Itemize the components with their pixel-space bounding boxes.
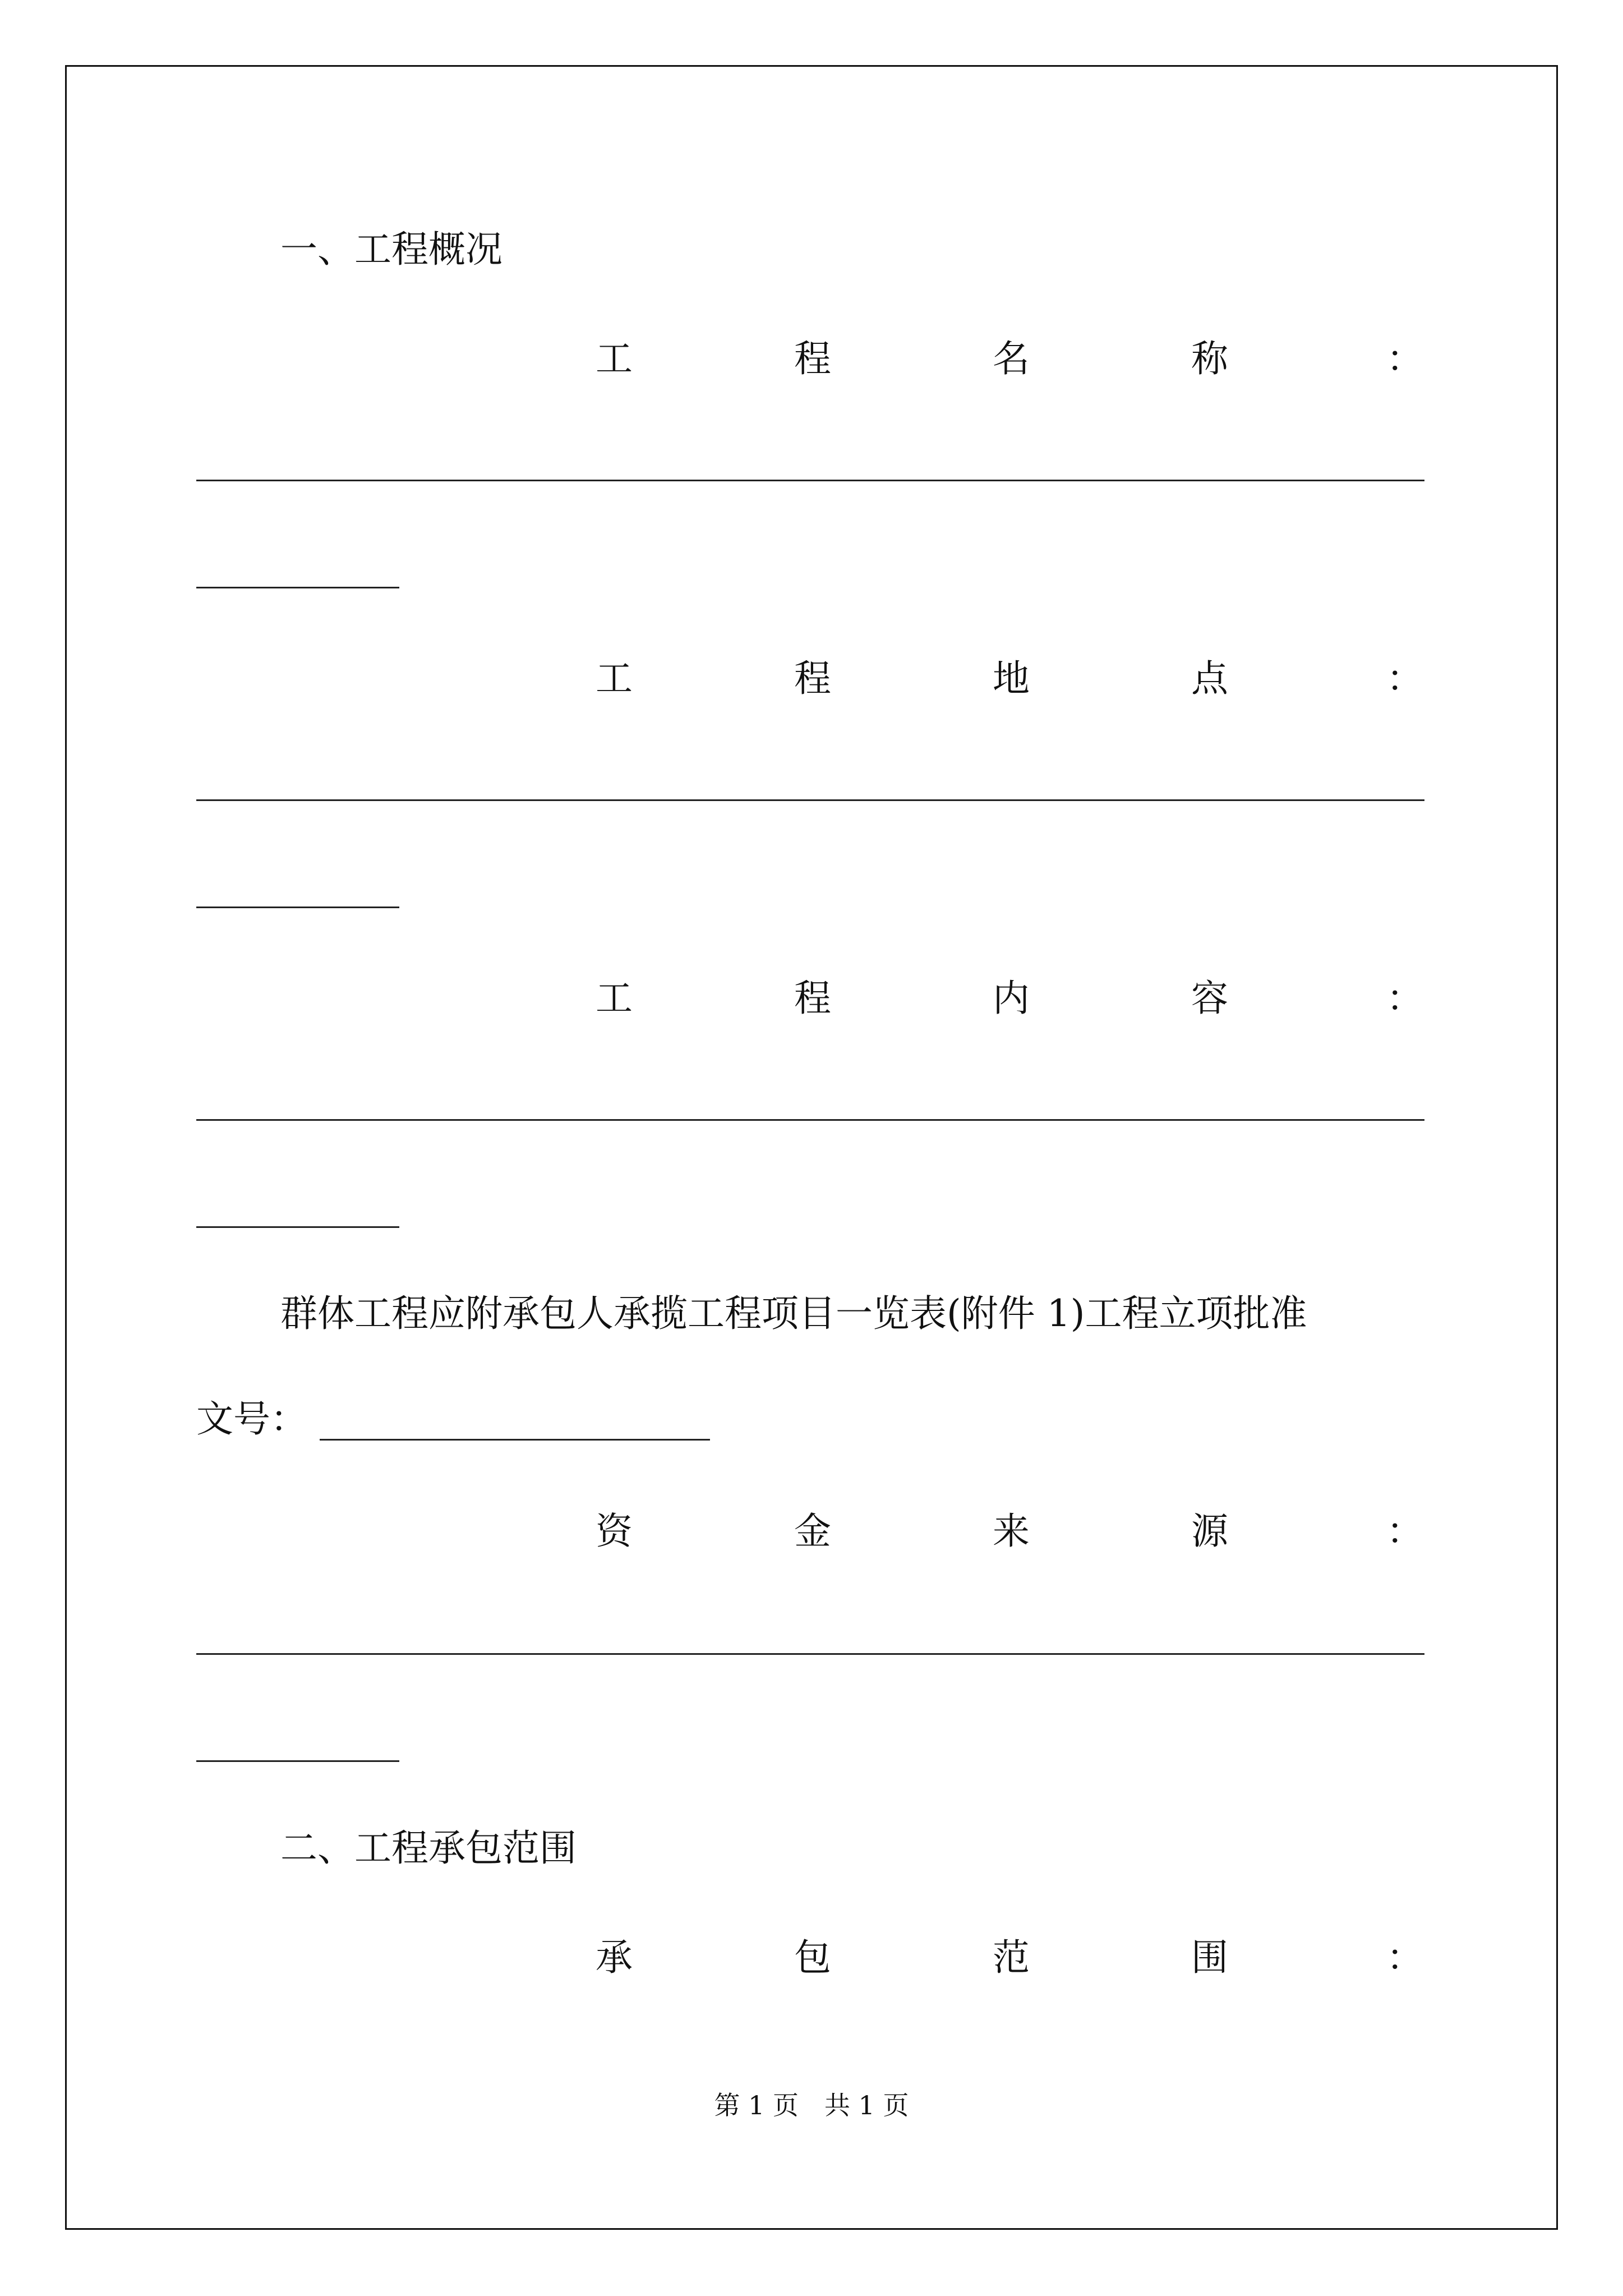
page-footer: 第 1 页 共 1 页	[714, 2090, 909, 2120]
label-char: 承	[596, 1936, 633, 1979]
label-colon: ：	[1386, 1510, 1423, 1553]
label-colon: ：	[1386, 1936, 1423, 1979]
label-char: 范	[993, 1936, 1030, 1979]
blank-line-project-name[interactable]	[196, 480, 1424, 481]
blank-line-funding-source-cont[interactable]	[196, 1760, 399, 1762]
label-char: 称	[1191, 337, 1228, 380]
label-colon: ：	[1386, 337, 1423, 380]
label-char: 源	[1191, 1510, 1228, 1553]
blank-line-project-content[interactable]	[196, 1119, 1424, 1121]
label-colon: ：	[1386, 657, 1423, 700]
label-char: 名	[993, 337, 1030, 380]
label-char: 工	[596, 977, 633, 1020]
section-heading-scope: 二、工程承包范围	[280, 1826, 577, 1870]
blank-line-project-location[interactable]	[196, 799, 1424, 801]
label-char: 包	[794, 1936, 831, 1979]
blank-line-project-name-cont[interactable]	[196, 587, 399, 588]
label-char: 金	[794, 1510, 831, 1553]
label-char: 工	[596, 337, 633, 380]
label-char: 程	[794, 977, 831, 1020]
label-char: 来	[993, 1510, 1030, 1553]
label-char: 围	[1191, 1936, 1228, 1979]
blank-line-funding-source[interactable]	[196, 1653, 1424, 1655]
blank-line-approval-number[interactable]	[320, 1439, 710, 1441]
label-colon: ：	[1386, 977, 1423, 1020]
page-border	[65, 65, 1558, 2230]
label-char: 程	[794, 337, 831, 380]
blank-line-project-content-cont[interactable]	[196, 1226, 399, 1228]
label-char: 地	[993, 657, 1030, 700]
label-char: 资	[596, 1510, 633, 1553]
approval-number-label: 文号：	[196, 1397, 307, 1441]
label-char: 容	[1191, 977, 1228, 1020]
label-char: 工	[596, 657, 633, 700]
section-heading-overview: 一、工程概况	[280, 228, 502, 271]
label-char: 内	[993, 977, 1030, 1020]
label-char: 程	[794, 657, 831, 700]
label-char: 点	[1191, 657, 1228, 700]
group-project-note: 群体工程应附承包人承揽工程项目一览表(附件 1)工程立项批准	[280, 1292, 1307, 1335]
blank-line-project-location-cont[interactable]	[196, 907, 399, 908]
